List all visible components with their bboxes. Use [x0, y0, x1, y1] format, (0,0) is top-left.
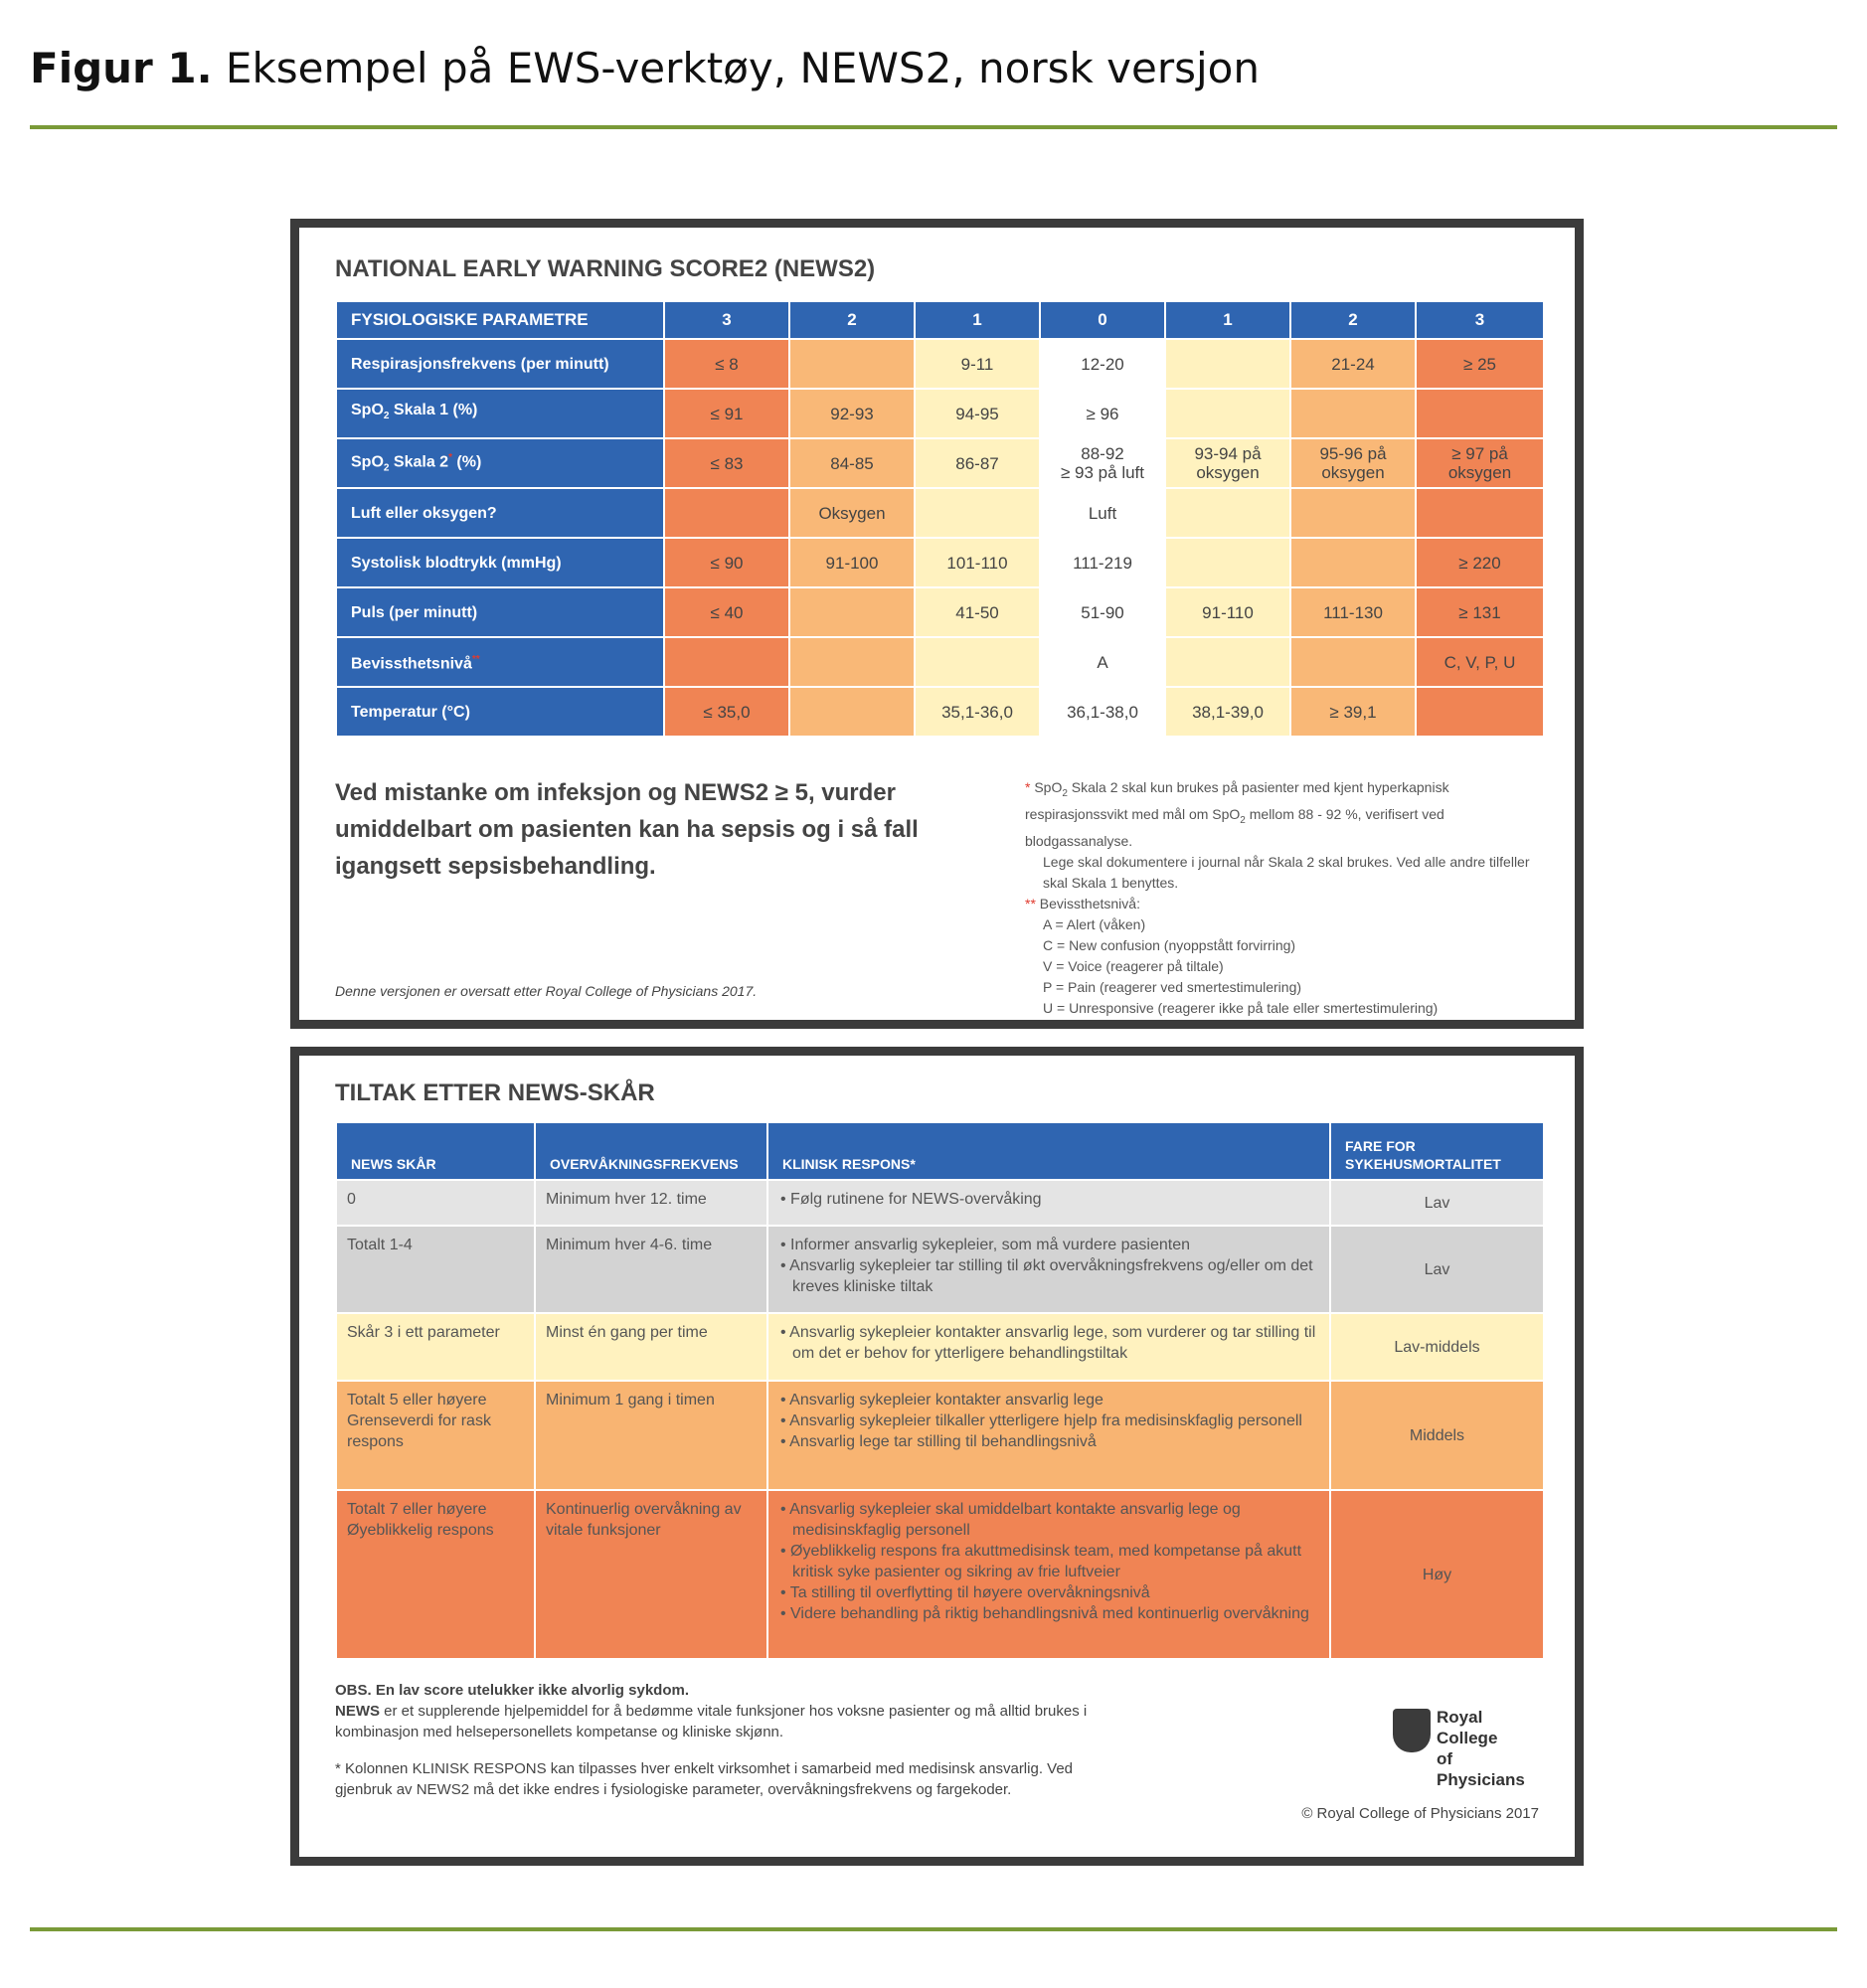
score-cell: 12-20 [1040, 339, 1165, 389]
header-cell: FYSIOLOGISKE PARAMETRE [336, 301, 664, 339]
score-cell: 0 [336, 1180, 535, 1226]
list-item: P = Pain (reagerer ved smertestimulering) [1043, 978, 1302, 995]
crest-icon [1393, 1709, 1431, 1752]
news-description: NEWS er et supplerende hjelpemiddel for å bedømme vitale funksjoner hos voksne pasienter og må alltid brukes i kombinasjon med helsepersonellets kompetanse og kliniske skjønn. [335, 1703, 1088, 1740]
top-divider [30, 125, 1837, 129]
table-row [336, 438, 1544, 488]
score-cell: C, V, P, U [1416, 637, 1544, 687]
score-cell [1165, 389, 1290, 438]
score-cell [1416, 389, 1544, 438]
news2-table [335, 300, 1545, 738]
score-cell: ≥ 25 [1416, 339, 1544, 389]
score-cell: 9-11 [915, 339, 1040, 389]
response-cell: • Informer ansvarlig sykepleier, som må vurdere pasienten • Ansvarlig sykepleier tar stilling til økt overvåkningsfrekvens og/eller om det kreves kliniske tiltak [767, 1226, 1330, 1313]
score-cell: 111-219 [1040, 538, 1165, 587]
translation-source: Denne versjonen er oversatt etter Royal College of Physicians 2017. [335, 983, 758, 999]
score-cell [789, 587, 915, 637]
tiltak-table [335, 1121, 1545, 1660]
score-cell [1165, 538, 1290, 587]
score-cell: ≤ 40 [664, 587, 789, 637]
param-label: SpO$_2$ Skala 2* (%) [336, 438, 664, 488]
mortality-cell: Lav [1330, 1226, 1544, 1313]
tiltak-title: TILTAK ETTER NEWS-SKÅR [335, 1079, 655, 1106]
score-cell [915, 637, 1040, 687]
tiltak-panel [290, 1047, 1584, 1866]
tiltak-header-row [336, 1122, 1544, 1180]
mortality-cell: Lav [1330, 1180, 1544, 1226]
param-label: Systolisk blodtrykk (mmHg) [336, 538, 664, 587]
param-label: Puls (per minutt) [336, 587, 664, 637]
header-cell: 2 [1290, 301, 1416, 339]
frequency-cell: Minimum 1 gang i timen [535, 1381, 767, 1490]
score-cell [1290, 389, 1416, 438]
score-cell: A [1040, 637, 1165, 687]
score-cell: 101-110 [915, 538, 1040, 587]
news2-header-row [336, 301, 1544, 339]
table-row [336, 587, 1544, 637]
score-cell [789, 339, 915, 389]
figure-caption: Eksempel på EWS-verktøy, NEWS2, norsk versjon [212, 44, 1260, 92]
table-row [336, 1180, 1544, 1226]
score-cell: Totalt 7 eller høyere Øyeblikkelig respons [336, 1490, 535, 1659]
frequency-cell: Minimum hver 4-6. time [535, 1226, 767, 1313]
score-cell: 93-94 på oksygen [1165, 438, 1290, 488]
param-label: Luft eller oksygen? [336, 488, 664, 538]
table-row [336, 1226, 1544, 1313]
mortality-cell: Middels [1330, 1381, 1544, 1490]
tiltak-footnote: * Kolonnen KLINISK RESPONS kan tilpasses hver enkelt virksomhet i samarbeid med medisinsk ansvarlig. Ved gjenbruk av NEWS2 må det ikke endres i fysiologiske parameter, overvåkningsfrekvens og fargekoder. [335, 1760, 1074, 1798]
score-cell [664, 488, 789, 538]
score-cell [915, 488, 1040, 538]
obs-warning: OBS. En lav score utelukker ikke alvorlig sykdom. [335, 1682, 689, 1699]
frequency-cell: Minimum hver 12. time [535, 1180, 767, 1226]
score-cell: 35,1-36,0 [915, 687, 1040, 737]
list-item: A = Alert (våken) [1043, 915, 1146, 932]
score-cell [1290, 637, 1416, 687]
header-cell: 2 [789, 301, 915, 339]
response-cell: • Ansvarlig sykepleier kontakter ansvarlig lege, som vurderer og tar stilling til om det er behov for ytterligere behandlingstiltak [767, 1313, 1330, 1381]
score-cell [1165, 488, 1290, 538]
score-cell [1416, 687, 1544, 737]
score-cell: 95-96 på oksygen [1290, 438, 1416, 488]
response-cell: • Følg rutinene for NEWS-overvåking [767, 1180, 1330, 1226]
score-cell [1290, 538, 1416, 587]
obs-note [335, 1680, 1130, 1742]
score-cell: 111-130 [1290, 587, 1416, 637]
header-cell: NEWS SKÅR [336, 1122, 535, 1180]
score-cell: 38,1-39,0 [1165, 687, 1290, 737]
mortality-cell: Lav-middels [1330, 1313, 1544, 1381]
header-cell: 3 [1416, 301, 1544, 339]
score-cell [1165, 637, 1290, 687]
table-row [336, 1381, 1544, 1490]
score-cell: 94-95 [915, 389, 1040, 438]
mortality-cell: Høy [1330, 1490, 1544, 1659]
score-cell: Luft [1040, 488, 1165, 538]
score-cell: 91-110 [1165, 587, 1290, 637]
score-cell: Totalt 5 eller høyere Grenseverdi for rask respons [336, 1381, 535, 1490]
table-row [336, 339, 1544, 389]
frequency-cell: Minst én gang per time [535, 1313, 767, 1381]
score-cell: 86-87 [915, 438, 1040, 488]
score-cell [1416, 488, 1544, 538]
table-row [336, 1313, 1544, 1381]
score-cell: 21-24 [1290, 339, 1416, 389]
news2-title: NATIONAL EARLY WARNING SCORE2 (NEWS2) [335, 255, 876, 282]
score-cell: 91-100 [789, 538, 915, 587]
figure-title [30, 44, 1260, 92]
list-item: C = New confusion (nyoppstått forvirring) [1043, 936, 1296, 953]
score-cell: ≤ 90 [664, 538, 789, 587]
list-item: V = Voice (reagerer på tiltale) [1043, 957, 1224, 974]
table-row [336, 488, 1544, 538]
score-cell: 36,1-38,0 [1040, 687, 1165, 737]
table-row [336, 538, 1544, 587]
score-cell: Totalt 1-4 [336, 1226, 535, 1313]
score-cell [1165, 339, 1290, 389]
copyright: © Royal College of Physicians 2017 [1301, 1805, 1539, 1822]
param-label: Temperatur (°C) [336, 687, 664, 737]
news2-panel [290, 219, 1584, 1029]
score-cell: ≥ 97 på oksygen [1416, 438, 1544, 488]
rcp-logo [1393, 1705, 1542, 1789]
score-cell: 88-92 ≥ 93 på luft [1040, 438, 1165, 488]
table-row [336, 1490, 1544, 1659]
score-cell: 84-85 [789, 438, 915, 488]
score-cell: 51-90 [1040, 587, 1165, 637]
frequency-cell: Kontinuerlig overvåkning av vitale funksjoner [535, 1490, 767, 1659]
score-cell: ≥ 96 [1040, 389, 1165, 438]
score-cell [789, 637, 915, 687]
table-row [336, 687, 1544, 737]
sepsis-notice: Ved mistanke om infeksjon og NEWS2 ≥ 5, vurder umiddelbart om pasienten kan ha sepsis og i så fall igangsett sepsisbehandling. [335, 779, 919, 880]
score-cell: ≤ 35,0 [664, 687, 789, 737]
header-cell: 1 [915, 301, 1040, 339]
score-cell: ≤ 8 [664, 339, 789, 389]
param-label: SpO$_2$ Skala 1 (%) [336, 389, 664, 438]
bottom-divider [30, 1927, 1837, 1931]
score-cell [1290, 488, 1416, 538]
score-cell: 92-93 [789, 389, 915, 438]
figure-label: Figur 1. [30, 44, 213, 92]
score-cell: ≥ 131 [1416, 587, 1544, 637]
table-row [336, 637, 1544, 687]
table-row [336, 389, 1544, 438]
footnote-spo2-doc: Lege skal dokumentere i journal når Skala 2 skal brukes. Ved alle andre tilfeller skal Skala 1 benyttes. [1043, 853, 1530, 891]
score-cell: ≤ 91 [664, 389, 789, 438]
header-cell: 1 [1165, 301, 1290, 339]
response-cell: • Ansvarlig sykepleier skal umiddelbart kontakte ansvarlig lege og medisinskfaglig personell • Øyeblikkelig respons fra akuttmedisinsk team, med kompetanse på akutt kritisk syke pasienter og sikring av frie luftveier • Ta stilling til overflytting til høyere overvåkningsnivå • Videre behandling på riktig behandlingsnivå med kontinuerlig overvåkning [767, 1490, 1330, 1659]
score-cell [664, 637, 789, 687]
header-cell: 0 [1040, 301, 1165, 339]
header-cell: FARE FOR SYKEHUSMORTALITET [1330, 1122, 1544, 1180]
score-cell [789, 687, 915, 737]
rcp-logo-text: Royal College of Physicians [1437, 1708, 1525, 1789]
list-item: U = Unresponsive (reagerer ikke på tale eller smertestimulering) [1043, 999, 1439, 1016]
param-label: Respirasjonsfrekvens (per minutt) [336, 339, 664, 389]
score-cell: 41-50 [915, 587, 1040, 637]
score-cell: ≥ 220 [1416, 538, 1544, 587]
score-cell: Oksygen [789, 488, 915, 538]
response-cell: • Ansvarlig sykepleier kontakter ansvarlig lege • Ansvarlig sykepleier tilkaller ytterligere hjelp fra medisinskfaglig personell • Ansvarlig lege tar stilling til behandlingsnivå [767, 1381, 1330, 1490]
news2-footnotes [1025, 777, 1542, 1019]
score-cell: Skår 3 i ett parameter [336, 1313, 535, 1381]
header-cell: KLINISK RESPONS* [767, 1122, 1330, 1180]
score-cell: ≤ 83 [664, 438, 789, 488]
footnote-consciousness: ** Bevissthetsnivå: [1025, 895, 1140, 911]
score-cell: ≥ 39,1 [1290, 687, 1416, 737]
header-cell: 3 [664, 301, 789, 339]
param-label: Bevissthetsnivå** [336, 637, 664, 687]
header-cell: OVERVÅKNINGSFREKVENS [535, 1122, 767, 1180]
footnote-spo2: * SpO$_2$ Skala 2 skal kun brukes på pasienter med kjent hyperkapnisk respirasjonssvikt med mål om SpO$_2$ mellom 88 - 92 %, verifisert ved blodgassanalyse. [1025, 779, 1449, 849]
